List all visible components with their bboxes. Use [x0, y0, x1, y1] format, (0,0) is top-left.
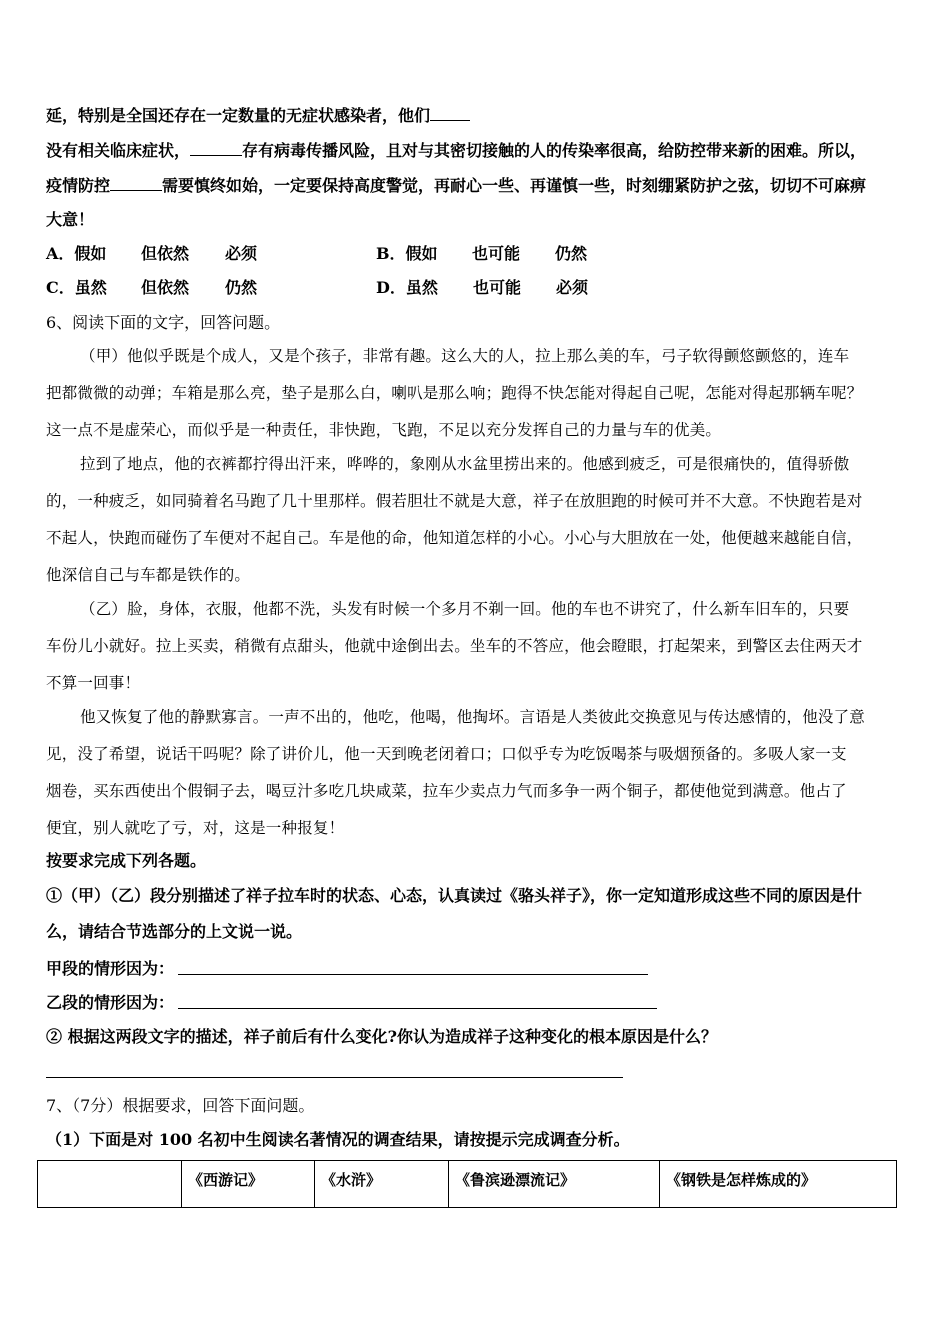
- q6-sub1-line-1: ①（甲）（乙）段分别描述了祥子拉车时的状态、心态，认真读过《骆头祥子》，你一定知道形成这些不同的原因是什: [46, 886, 863, 905]
- passage-line-9: 车份儿小就好。拉上买卖，稍微有点甜头，他就中途倒出去。坐车的不答应，他会瞪眼，打起架来，到警区去住两天才: [46, 637, 863, 655]
- q5-line-2: [46, 139, 866, 161]
- option-a-label[interactable]: A．假如: [46, 244, 107, 263]
- q5-line-1: [46, 104, 470, 126]
- q6-instruction: 按要求完成下列各题。: [46, 851, 207, 870]
- table-header-cell: 《水浒》: [315, 1161, 449, 1208]
- passage-line-14: 便宜，别人就吃了亏，对，这是一种报复！: [46, 819, 345, 837]
- q5-blank-3[interactable]: [110, 174, 162, 191]
- q5-line-3: [46, 174, 866, 196]
- passage-line-3: 这一点不是虚荣心，而似乎是一种责任，非快跑，飞跑，不足以充分发挥自己的力量与车的优美。: [46, 421, 722, 439]
- table-header-cell: 《鲁滨逊漂流记》: [449, 1161, 660, 1208]
- jia-answer-label: 甲段的情形因为：: [46, 959, 175, 978]
- passage-line-8: （乙）脸，身体，衣服，他都不洗，头发有时候一个多月不剃一回。他的车也不讲究了，什么新车旧车的，只要: [80, 600, 850, 618]
- option-d-word-2: 也可能: [473, 278, 522, 297]
- passage-line-11: 他又恢复了他的静默寡言。一声不出的，他吃，他喝，他掏坏。言语是人类彼此交换意见与传达感情的，他没了意: [80, 708, 866, 726]
- table-header-cell: 《西游记》: [182, 1161, 315, 1208]
- q6-sub2: ② 根据这两段文字的描述，祥子前后有什么变化?你认为造成祥子这种变化的根本原因是什么？: [46, 1027, 717, 1046]
- q5-line-3a-text: 疫情防控: [46, 176, 111, 195]
- jia-answer-line[interactable]: [178, 974, 648, 975]
- option-b-label[interactable]: B．假如: [376, 244, 438, 263]
- q5-blank-1[interactable]: [430, 104, 470, 121]
- option-d-label[interactable]: D．虽然: [376, 278, 438, 297]
- table-header-cell: [38, 1161, 182, 1208]
- option-d-word-3: 必须: [556, 278, 589, 297]
- option-c-word-3: 仍然: [225, 278, 258, 297]
- yi-answer-line[interactable]: [178, 1008, 657, 1009]
- table-header-cell: 《钢铁是怎样炼成的》: [660, 1161, 897, 1208]
- survey-table: [37, 1160, 897, 1208]
- option-b-word-2: 也可能: [472, 244, 521, 263]
- q5-line-2a-text: 没有相关临床症状，: [46, 141, 191, 160]
- option-b-word-3: 仍然: [555, 244, 588, 263]
- option-a-word-3: 必须: [225, 244, 258, 263]
- q5-line-3b-text: 需要慎终如始，一定要保持高度警觉，再耐心一些、再谨慎一些，时刻绷紧防护之弦，切切不可麻痹: [162, 176, 867, 195]
- passage-line-2: 把都微微的动弹；车箱是那么亮，垫子是那么白，喇叭是那么响；跑得不快怎能对得起自己呢，怎能对得起那辆车呢？: [46, 384, 863, 402]
- yi-answer-label: 乙段的情形因为：: [46, 993, 175, 1012]
- passage-line-13: 烟卷，买东西使出个假铜子去，喝豆汁多吃几块咸菜，拉车少卖点力气而多争一两个铜子，都使他觉到满意。他占了: [46, 782, 847, 800]
- passage-line-5: 的，一种疲乏，如同骑着名马跑了几十里那样。假若胆壮不就是大意，祥子在放胆跑的时候可并不大意。不快跑若是对: [46, 492, 863, 510]
- q5-blank-2[interactable]: [190, 139, 242, 156]
- q7-heading: 7、（7分）根据要求，回答下面问题。: [46, 1096, 315, 1115]
- passage-line-6: 不起人，快跑而碰伤了车便对不起自己。车是他的命，他知道怎样的小心。小心与大胆放在一处，他便越来越能自信，: [46, 529, 863, 547]
- q5-line-4: 大意！: [46, 210, 95, 229]
- table-row: [38, 1161, 897, 1208]
- q6-sub1-line-2: 么，请结合节选部分的上文说一说。: [46, 922, 303, 941]
- option-a-word-2: 但依然: [141, 244, 190, 263]
- option-c-word-2: 但依然: [141, 278, 190, 297]
- q5-line-1-text: 延，特别是全国还存在一定数量的无症状感染者，他们: [46, 106, 431, 125]
- passage-line-7: 他深信自己与车都是铁作的。: [46, 566, 251, 584]
- q7-sub1: （1）下面是对 100 名初中生阅读名著情况的调查结果，请按提示完成调查分析。: [46, 1130, 630, 1149]
- q5-line-2b-text: 存有病毒传播风险，且对与其密切接触的人的传染率很高，给防控带来新的困难。所以，: [242, 141, 867, 160]
- option-c-label[interactable]: C．虽然: [46, 278, 107, 297]
- q6-heading: 6、阅读下面的文字，回答问题。: [46, 313, 281, 332]
- passage-line-1: （甲）他似乎既是个成人，又是个孩子，非常有趣。这么大的人，拉上那么美的车，弓子软得颤悠颤悠的，连车: [80, 347, 850, 365]
- passage-line-12: 见，没了希望，说话干吗呢？除了讲价儿，他一天到晚老闭着口；口似乎专为吃饭喝茶与吸烟预备的。多吸人家一支: [46, 745, 847, 763]
- passage-line-10: 不算一回事！: [46, 674, 141, 692]
- sub2-answer-line[interactable]: [46, 1077, 623, 1078]
- passage-line-4: 拉到了地点，他的衣裤都拧得出汗来，哗哗的，象刚从水盆里捞出来的。他感到疲乏，可是很痛快的，值得骄傲: [80, 455, 850, 473]
